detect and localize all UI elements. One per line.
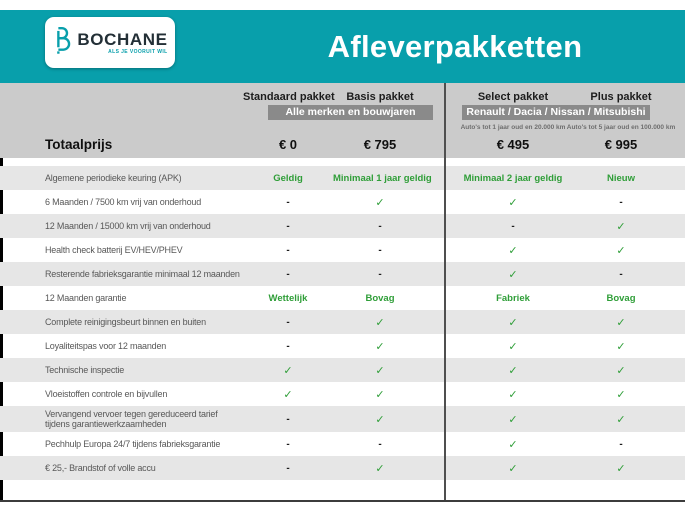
table-row xyxy=(0,214,685,238)
row-label-line1: 6 Maanden / 7500 km vrij van onderhoud xyxy=(45,197,202,207)
top-banner xyxy=(0,10,685,83)
bottom-border xyxy=(0,500,685,502)
subnote-row xyxy=(0,122,685,132)
row-value-select: ✓ xyxy=(508,340,518,353)
bochane-logo xyxy=(45,17,175,68)
price-plus: € 995 xyxy=(604,136,638,152)
price-row xyxy=(0,134,685,154)
table-row xyxy=(0,406,685,432)
row-label xyxy=(0,269,243,279)
row-label xyxy=(0,317,243,327)
row-value-plus: ✓ xyxy=(616,316,626,329)
badge-row xyxy=(0,105,685,120)
row-value-basis: - xyxy=(378,244,382,256)
row-label-line1: Complete reinigingsbeurt binnen en buiten xyxy=(45,317,206,327)
row-label-line1: € 25,- Brandstof of volle accu xyxy=(45,463,156,473)
row-value-select: Fabriek xyxy=(496,292,530,304)
row-label-line1: Algemene periodieke keuring (APK) xyxy=(45,173,182,183)
row-label-line2: tijdens garantiewerkzaamheden xyxy=(45,419,167,429)
row-label-line1: Resterende fabrieksgarantie minimaal 12 maanden xyxy=(45,269,240,279)
table-header xyxy=(0,83,685,158)
row-value-standaard: - xyxy=(286,340,290,352)
row-value-standaard: - xyxy=(286,438,290,450)
row-label-line1: Health check batterij EV/HEV/PHEV xyxy=(45,245,183,255)
row-value-select: ✓ xyxy=(508,196,518,209)
logo-name: BOCHANE xyxy=(77,29,168,49)
row-value-plus: Bovag xyxy=(606,292,636,304)
row-value-basis: ✓ xyxy=(375,462,385,475)
row-label xyxy=(0,293,243,303)
row-value-select: - xyxy=(511,220,515,232)
row-value-select: ✓ xyxy=(508,364,518,377)
row-value-basis: Minimaal 1 jaar geldig xyxy=(333,172,432,184)
row-label xyxy=(0,409,243,429)
table-row xyxy=(0,382,685,406)
table-row xyxy=(0,166,685,190)
table-row xyxy=(0,310,685,334)
table-row xyxy=(0,286,685,310)
table-row xyxy=(0,358,685,382)
subnote-plus: Auto's tot 5 jaar oud en 100.000 km xyxy=(566,123,676,131)
row-value-standaard: - xyxy=(286,413,290,425)
row-value-standaard: ✓ xyxy=(283,388,293,401)
row-label-line1: 12 Maanden garantie xyxy=(45,293,127,303)
row-label xyxy=(0,173,243,183)
table-row xyxy=(0,262,685,286)
row-label xyxy=(0,245,243,255)
badge-brands: Renault / Dacia / Nissan / Mitsubishi xyxy=(462,105,650,120)
row-label xyxy=(0,197,243,207)
row-value-basis: - xyxy=(378,220,382,232)
row-value-select: ✓ xyxy=(508,268,518,281)
total-price-label: Totaalprijs xyxy=(45,136,113,152)
row-value-basis: ✓ xyxy=(375,196,385,209)
row-value-select: ✓ xyxy=(508,413,518,426)
row-value-standaard: - xyxy=(286,220,290,232)
row-value-plus: ✓ xyxy=(616,244,626,257)
row-label xyxy=(0,463,243,473)
logo-tagline: ALS JE VOORUIT WIL xyxy=(108,48,168,55)
row-value-plus: - xyxy=(619,438,623,450)
column-title-row xyxy=(0,83,685,105)
price-standaard: € 0 xyxy=(278,136,298,152)
row-label-line1: Loyaliteitspas voor 12 maanden xyxy=(45,341,167,351)
row-value-basis: ✓ xyxy=(375,413,385,426)
row-value-select: ✓ xyxy=(508,388,518,401)
row-value-basis: Bovag xyxy=(365,292,395,304)
row-value-plus: ✓ xyxy=(616,364,626,377)
column-group-divider xyxy=(444,83,446,502)
row-label-line1: 12 Maanden / 15000 km vrij van onderhoud xyxy=(45,221,211,231)
row-label-line1: Vervangend vervoer tegen gereduceerd tarief xyxy=(45,409,218,419)
row-label xyxy=(0,365,243,375)
row-label-line1: Pechhulp Europa 24/7 tijdens fabrieksgarantie xyxy=(45,439,221,449)
column-title-standaard: Standaard pakket xyxy=(243,91,335,103)
row-value-basis: ✓ xyxy=(375,316,385,329)
row-value-plus: - xyxy=(619,196,623,208)
row-value-plus: Nieuw xyxy=(607,172,635,184)
row-value-basis: - xyxy=(378,438,382,450)
row-value-plus: ✓ xyxy=(616,220,626,233)
row-label-line1: Technische inspectie xyxy=(45,365,125,375)
row-value-select: ✓ xyxy=(508,244,518,257)
row-value-plus: - xyxy=(619,268,623,280)
row-value-plus: ✓ xyxy=(616,413,626,426)
spacer-row xyxy=(0,158,685,166)
bochane-logo-icon xyxy=(52,25,72,60)
row-value-basis: ✓ xyxy=(375,340,385,353)
price-basis: € 795 xyxy=(363,136,397,152)
column-title-plus: Plus pakket xyxy=(590,91,652,103)
logo-text-wrap xyxy=(77,31,167,55)
row-value-select: ✓ xyxy=(508,462,518,475)
table-row xyxy=(0,238,685,262)
page-title: Afleverpakketten xyxy=(327,28,583,64)
row-value-standaard: - xyxy=(286,196,290,208)
column-title-basis: Basis pakket xyxy=(346,91,414,103)
row-value-plus: ✓ xyxy=(616,388,626,401)
row-value-select: ✓ xyxy=(508,438,518,451)
row-value-basis: ✓ xyxy=(375,388,385,401)
subnote-select: Auto's tot 1 jaar oud en 20.000 km xyxy=(460,123,566,131)
rows-host xyxy=(0,166,685,480)
row-value-select: ✓ xyxy=(508,316,518,329)
table-row xyxy=(0,190,685,214)
row-value-standaard: - xyxy=(286,244,290,256)
table-row xyxy=(0,334,685,358)
row-value-basis: - xyxy=(378,268,382,280)
row-value-plus: ✓ xyxy=(616,340,626,353)
row-value-basis: ✓ xyxy=(375,364,385,377)
row-value-select: Minimaal 2 jaar geldig xyxy=(463,172,563,184)
row-value-plus: ✓ xyxy=(616,462,626,475)
feature-table xyxy=(0,158,685,502)
row-value-standaard: - xyxy=(286,462,290,474)
row-label xyxy=(0,221,243,231)
row-label xyxy=(0,389,243,399)
row-value-standaard: Geldig xyxy=(273,172,303,184)
table-row xyxy=(0,432,685,456)
row-label xyxy=(0,439,243,449)
column-title-select: Select pakket xyxy=(477,91,549,103)
row-value-standaard: - xyxy=(286,316,290,328)
row-value-standaard: Wettelijk xyxy=(268,292,308,304)
trailing-row xyxy=(0,480,685,502)
row-label xyxy=(0,341,243,351)
row-label-line1: Vloeistoffen controle en bijvullen xyxy=(45,389,168,399)
table-row xyxy=(0,456,685,480)
badge-all-brands: Alle merken en bouwjaren xyxy=(268,105,433,120)
price-select: € 495 xyxy=(496,136,530,152)
row-value-standaard: - xyxy=(286,268,290,280)
row-value-standaard: ✓ xyxy=(283,364,293,377)
